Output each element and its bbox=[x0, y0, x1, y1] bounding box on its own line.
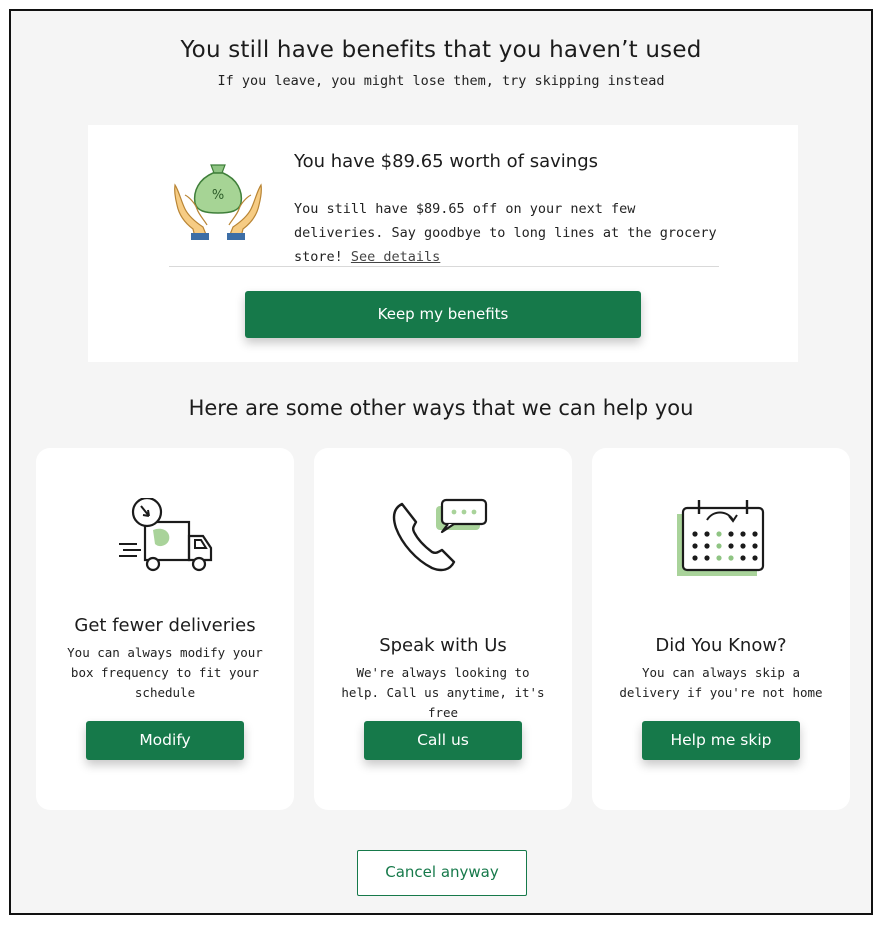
card-title: Get fewer deliveries bbox=[74, 615, 256, 636]
card-title: Speak with Us bbox=[379, 635, 507, 656]
page-subtitle: If you leave, you might lose them, try skipping instead bbox=[217, 73, 665, 89]
calendar-skip-icon bbox=[671, 498, 771, 578]
page-title: You still have benefits that you haven’t used bbox=[180, 37, 702, 63]
savings-title: You have $89.65 worth of savings bbox=[294, 151, 599, 172]
fewer-deliveries-card bbox=[36, 448, 294, 810]
savings-description bbox=[294, 197, 724, 269]
delivery-truck-clock-icon bbox=[115, 498, 215, 578]
modify-button[interactable]: Modify bbox=[86, 721, 244, 760]
card-description: You can always skip a delivery if you're not home bbox=[619, 665, 823, 700]
speak-with-us-card bbox=[314, 448, 572, 810]
cancel-anyway-button[interactable]: Cancel anyway bbox=[357, 850, 527, 896]
card-description: We're always looking to help. Call us anytime, it's free bbox=[341, 665, 545, 720]
call-us-button[interactable]: Call us bbox=[364, 721, 522, 760]
card-description: You can always modify your box frequency to fit your schedule bbox=[67, 645, 263, 700]
retention-panel bbox=[9, 9, 873, 915]
keep-benefits-button[interactable]: Keep my benefits bbox=[245, 291, 641, 338]
svg-text:%: % bbox=[211, 188, 225, 203]
other-ways-heading: Here are some other ways that we can help you bbox=[188, 396, 694, 420]
did-you-know-card bbox=[592, 448, 850, 810]
help-me-skip-button[interactable]: Help me skip bbox=[642, 721, 800, 760]
savings-card bbox=[88, 125, 798, 362]
savings-body-text: You still have $89.65 off on your next few deliveries. Say goodbye to long lines at the grocery store! bbox=[294, 201, 717, 265]
money-bag-hands-icon bbox=[173, 161, 263, 245]
phone-chat-icon bbox=[388, 498, 498, 578]
card-title: Did You Know? bbox=[655, 635, 787, 656]
see-details-link[interactable]: See details bbox=[350, 249, 441, 265]
divider bbox=[169, 266, 719, 267]
